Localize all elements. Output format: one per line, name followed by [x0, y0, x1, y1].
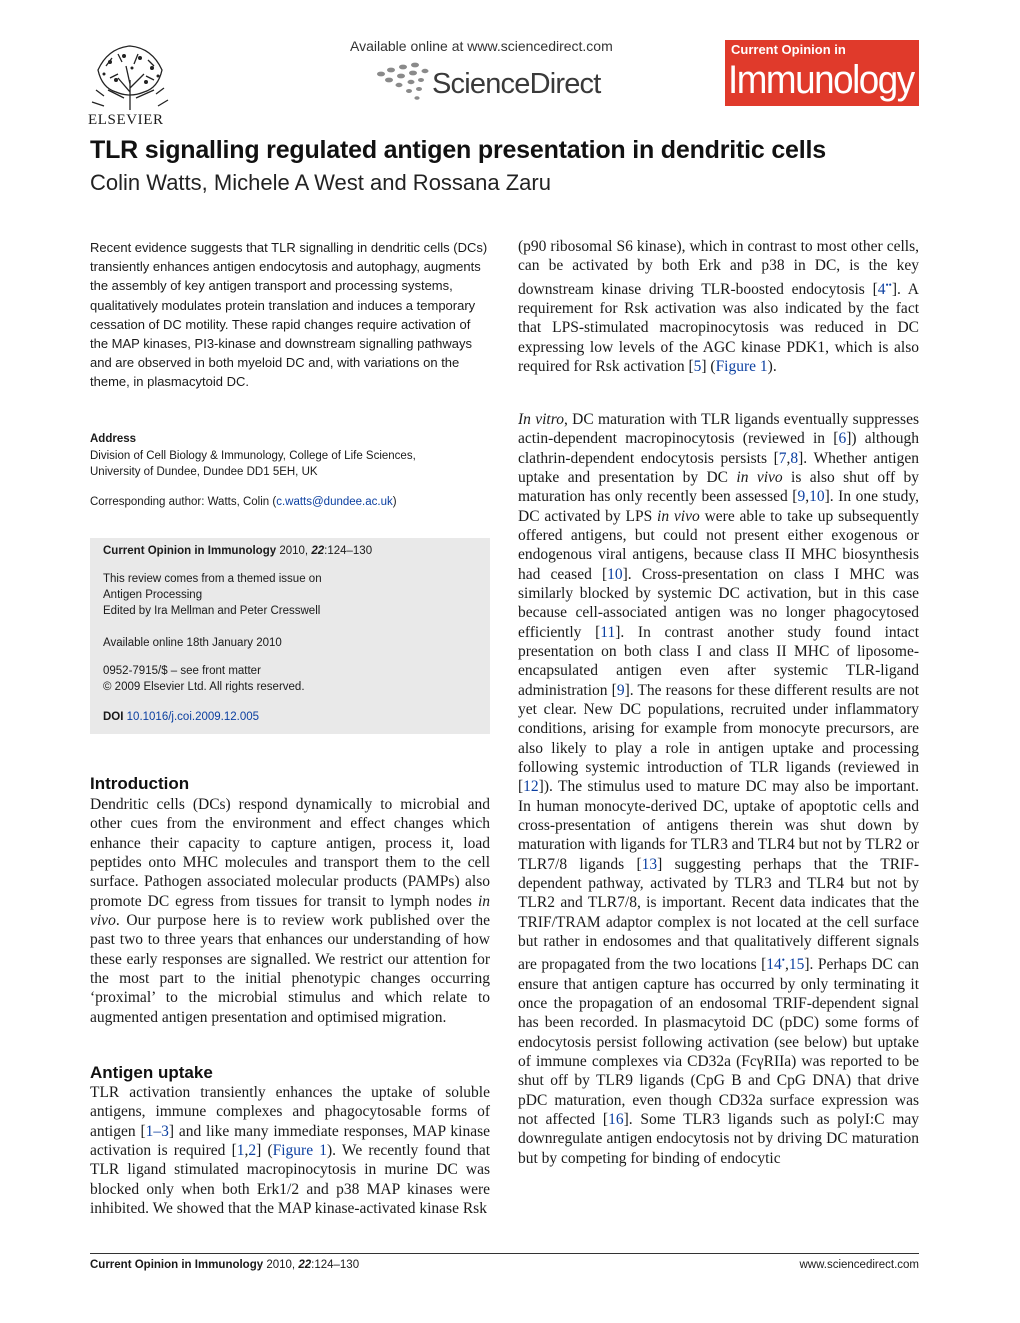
sciencedirect-wordmark: ScienceDirect: [432, 68, 601, 100]
footer-citation: [90, 1259, 359, 1271]
ref-link[interactable]: 1: [236, 1141, 245, 1159]
info-citation: [103, 544, 372, 560]
info-available-online: Available online 18th January 2010: [103, 637, 282, 649]
ref-link[interactable]: 1–3: [145, 1122, 169, 1140]
corresponding-suffix: ): [392, 496, 397, 508]
available-online-text: Available online at www.sciencedirect.com: [350, 38, 613, 54]
ref-link[interactable]: 10: [607, 565, 623, 583]
ref-link[interactable]: 11: [600, 623, 616, 641]
article-authors: Colin Watts, Michele A West and Rossana Zaru: [90, 170, 551, 195]
address-line-2: University of Dundee, Dundee DD1 5EH, UK: [90, 465, 318, 478]
info-themed-line-1: This review comes from a themed issue on: [103, 573, 322, 585]
journal-badge-top: Current Opinion in: [731, 42, 846, 57]
info-issn: 0952-7915/$ – see front matter: [103, 665, 261, 677]
corresponding-prefix: Corresponding author: Watts, Colin (: [90, 496, 277, 508]
footer-pages: :124–130: [311, 1259, 360, 1271]
ref-link[interactable]: 4••: [877, 279, 892, 298]
article-info-box: [90, 538, 490, 734]
info-doi: [103, 710, 259, 726]
footer-volume: 22: [298, 1259, 312, 1271]
info-volume: 22: [311, 545, 325, 557]
abstract: Recent evidence suggests that TLR signalling in dendritic cells (DCs) transiently enhances antigen endocytosis and autophagy, augments the assembly of key antigen transport and processing systems, qualitatively modulates protein translation and induces a temporary cessation of DC motility. These rapid changes require activation of the MAP kinases, PI3-kinase and downstream signalling pathways and are observed in both myeloid DC and, with variations on the theme, in plasmacytoid DC.: [90, 240, 488, 390]
elsevier-wordmark: ELSEVIER: [88, 112, 164, 128]
ref-link[interactable]: 2: [248, 1141, 257, 1159]
ref-link[interactable]: 15: [788, 956, 805, 974]
info-themed-line-2: Antigen Processing: [103, 589, 203, 601]
introduction-paragraph: Dendritic cells (DCs) respond dynamically to microbial and other cues from the environment and effect changes which enhance their capacity to capture antigen, process it, load peptides onto MHC molecules and transport them to the cell surface. Pathogen associated molecular products (PAMPs) also promote DC egress from tissues for transit to lymph nodes in vivo. Our purpose here is to review work published over the past two to three years that enhances our understanding of how these early responses are signalled. We restrict our attention for the most part to the initial phenotypic changes occurring ‘proximal’ to the microbial stimulus and which relate to augmented antigen presentation and optimised migration.: [90, 796, 490, 1026]
address-line-1: Division of Cell Biology & Immunology, College of Life Sciences,: [90, 450, 416, 462]
right-column-paragraph-1: (p90 ribosomal S6 kinase), which in contrast to most other cells, can be activated by both Erk and p38 in DC, is the key downstream kinase driving TLR-boosted endocytosis [4••]. A requirement for Rsk activation was also indicated by the fact that LPS-stimulated macropinocytosis was reduced in DC expressing low levels of the AGC kinase PDK1, which is also required for Rsk activation [5] (Figure 1).: [518, 238, 920, 376]
ref-link[interactable]: 16: [608, 1110, 624, 1128]
footer-divider: [90, 1253, 919, 1254]
info-doi-link[interactable]: 10.1016/j.coi.2009.12.005: [126, 711, 260, 723]
antigen-uptake-paragraph: TLR activation transiently enhances the uptake of soluble antigens, immune complexes and phagocytosable forms of antigen [1–3] and like many immediate responses, MAP kinase activation is required [1,2] (Figure 1). We recently found that TLR ligand stimulated macropinocytosis in murine DC was blocked only when both Erk1/2 and p38 MAP kinases were inhibited. We showed that the MAP kinase-activated kinase Rsk: [90, 1084, 491, 1217]
elsevier-logo: [88, 40, 172, 128]
ref-link[interactable]: 5: [693, 358, 702, 376]
ref-link[interactable]: 6: [838, 430, 847, 448]
ref-link[interactable]: 9: [797, 488, 806, 506]
footer-year: 2010,: [266, 1259, 296, 1271]
corresponding-author: [90, 496, 490, 508]
footer-website: www.sciencedirect.com: [799, 1259, 919, 1271]
figure-link[interactable]: Figure 1: [272, 1141, 328, 1159]
article-title: TLR signalling regulated antigen presentation in dendritic cells: [90, 136, 826, 164]
ref-link[interactable]: 14•: [766, 955, 785, 974]
info-pages: :124–130: [324, 545, 373, 557]
ref-link[interactable]: 10: [809, 488, 825, 506]
address-text: [90, 449, 490, 480]
ref-link[interactable]: 8: [790, 449, 799, 467]
info-journal: Current Opinion in Immunology: [103, 545, 277, 557]
introduction-heading: Introduction: [90, 774, 190, 793]
journal-badge-main: Immunology: [728, 58, 914, 102]
figure-link[interactable]: Figure 1: [715, 358, 768, 376]
right-column-paragraph-2: In vitro, DC maturation with TLR ligands eventually suppresses actin-dependent macropinocytosis (reviewed in [6]) although clathrin-dependent endocytosis persists [7,8]. Whether antigen uptake and presentation by DC in vivo is also shut off by maturation has only recently been assessed [9,10]. In one study, DC activated by LPS in vivo were able to take up subsequently offered antigens, but could not present either exogenous or endogenous viral antigens, because class II MHC biosynthesis had ceased [10]. Cross-presentation on class I MHC was similarly blocked by systemic DC activation, but in this case because cell-associated antigen was no longer phagocytosed efficiently [11]. In contrast another study found intact presentation on both class I and class II MHC of liposome-encapsulated antigen even after systemic TLR-ligand administration [9]. The reasons for these different results are not yet clear. New DC populations, recruited under inflammatory conditions, arising for example from monocyte precursors, are also likely to play a role in antigen uptake and processing following systemic introduction of TLR ligands (reviewed in [12]). The stimulus used to mature DC may also be important. In human monocyte-derived DC, uptake of apoptotic cells and cross-presentation of antigens therein was shut down by maturation with ligands for TLR3 and TLR4 but not by TLR2 or TLR7/8 ligands [13] suggesting perhaps that the TRIF-dependent pathway, activated by TLR3 and TLR4 but not by TLR2 and TLR7/8, is important. Recent data indicates that the TRIF/TRAM adaptor complex is not located at the cell surface but rather in endosomes and that qualitatively different signals are propagated from the two locations [14•,15]. Perhaps DC can ensure that antigen capture has occurred by only terminating it once the propagation of an endosomal TRIF-dependent signal has been recorded. In plasmacytoid DC (pDC) some forms of endocytosis persist following activation (see below) but uptake of immune complexes via CD32a (FcγRIIa) was reported to be shut off by TLR9 ligands (CpG B and CpG DNA) that drive pDC maturation, even though CD32a surface expression was not affected [16]. Some TLR3 ligands such as polyI:C may downregulate antigen endocytosis not by driving DC maturation but by competing for binding of endocytic: [518, 411, 920, 1167]
info-copyright: © 2009 Elsevier Ltd. All rights reserved.: [103, 681, 305, 693]
info-doi-label: DOI: [103, 711, 124, 723]
info-year: 2010,: [279, 545, 309, 557]
address-heading: Address: [90, 433, 137, 445]
journal-badge: [725, 40, 919, 106]
info-themed-line-3: Edited by Ira Mellman and Peter Cresswell: [103, 605, 321, 617]
ref-link[interactable]: 7: [778, 449, 787, 467]
footer-journal: Current Opinion in Immunology: [90, 1259, 264, 1271]
antigen-uptake-heading: Antigen uptake: [90, 1063, 213, 1082]
ref-link[interactable]: 13: [641, 855, 658, 873]
corresponding-email-link[interactable]: c.watts@dundee.ac.uk: [276, 496, 393, 508]
ref-link[interactable]: 9: [616, 681, 625, 699]
ref-link[interactable]: 12: [523, 778, 539, 796]
